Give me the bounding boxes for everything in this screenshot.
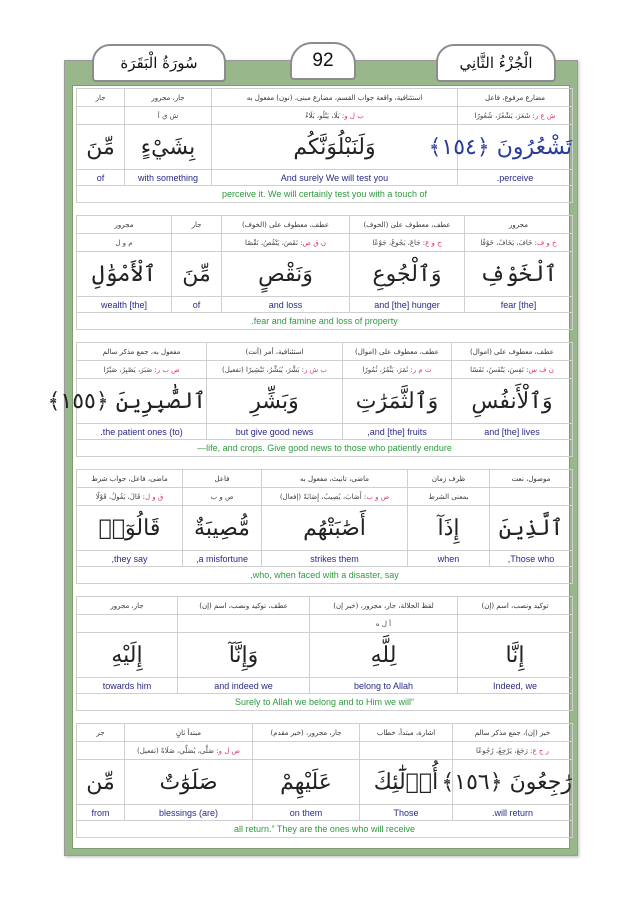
grammar-cell: موصول، نعت [490, 470, 573, 488]
root-cell [458, 107, 573, 125]
translation-text: fear and famine and loss of property. [77, 313, 573, 330]
root-letters: ب ل و [344, 111, 364, 120]
root-letters: ج و ع [425, 238, 442, 247]
grammar-cell: لفظ الجلالة، جار، مجرور، (خبر إن) [310, 597, 458, 615]
grammar-cell: مفعول به، جمع مذکر سالم [77, 343, 207, 361]
grammar-cell: مجرور [465, 216, 573, 234]
root-letters: ث م ر [412, 365, 432, 374]
root-row [77, 615, 573, 633]
root-cell [310, 615, 458, 633]
root-row [77, 488, 573, 506]
root-forms: : بَلَا، يَبْلُو، بَلَاءً [305, 111, 345, 120]
grammar-cell: جر [77, 724, 125, 742]
verse-section [76, 723, 572, 838]
arabic-word: صَلَوَٰتٌ [125, 760, 253, 805]
english-word: Those [360, 805, 453, 821]
grammar-cell: جار [172, 216, 222, 234]
translation-row [77, 821, 573, 838]
arabic-word: لِلَّهِ [310, 633, 458, 678]
english-word: Indeed, we [458, 678, 573, 694]
english-word: from [77, 805, 125, 821]
english-word: (are) blessings [125, 805, 253, 821]
root-forms: : قَالَ، يَقُولُ، قَوْلًا [95, 492, 145, 501]
root-forms: : بَشَّرَ، يُبَشِّرُ، تَبْشِيرًا (تفعيل) [222, 365, 304, 374]
arabic-word: وَإِنَّآ [178, 633, 310, 678]
root-cell [465, 234, 573, 252]
grammar-cell: عطف، معطوف علی (اموال) [343, 343, 452, 361]
grammar-row [77, 597, 573, 615]
root-cell [222, 234, 350, 252]
root-cell [77, 742, 125, 760]
arabic-word: تَشْعُرُونَ ﴿١٥٤﴾ [458, 125, 573, 170]
english-word: but give good news [207, 424, 343, 440]
root-forms: م و ل [115, 238, 133, 247]
english-row [77, 678, 573, 694]
grammar-row [77, 724, 573, 742]
arabic-word: مِّن [77, 760, 125, 805]
arabic-row [77, 379, 573, 424]
arabic-word: وَبَشِّرِ [207, 379, 343, 424]
root-letters: ن ف س [528, 365, 554, 374]
grammar-cell: توكيد ونصب، اسم (إن) [458, 597, 573, 615]
root-cell [490, 488, 573, 506]
grammar-cell: عطف، معطوف علی (الخوف) [350, 216, 465, 234]
arabic-word: وَٱلثَّمَرَٰتِ [343, 379, 452, 424]
root-letters: ق و ل [144, 492, 164, 501]
arabic-word: أُو۟لَٰٓئِكَ [360, 760, 453, 805]
arabic-word: بِشَيْءٍ [125, 125, 212, 170]
root-cell [452, 361, 573, 379]
translation-row [77, 567, 573, 584]
english-word: And surely We will test you [212, 170, 458, 186]
english-word: they say, [77, 551, 183, 567]
page-content [47, 85, 572, 849]
grammar-cell: اشارة، مبتدأ، خطاب [360, 724, 453, 742]
grammar-cell: مجرور [77, 216, 172, 234]
english-word: will return. [453, 805, 573, 821]
arabic-word: عَلَيْهِمْ [253, 760, 360, 805]
root-cell [343, 361, 452, 379]
english-row [77, 297, 573, 313]
translation-text: perceive it. We will certainly test you with a touch of [77, 186, 573, 203]
grammar-cell: عطف، معطوف علی (الخوف) [222, 216, 350, 234]
english-word: a misfortune, [183, 551, 262, 567]
root-cell [212, 107, 458, 125]
translation-row [77, 694, 573, 711]
english-word: and [the] lives [452, 424, 573, 440]
arabic-word: ٱلَّذِينَ [490, 506, 573, 551]
root-cell [262, 488, 408, 506]
verse-section [47, 342, 566, 457]
arabic-word: مِّنَ [77, 125, 125, 170]
root-cell [253, 742, 360, 760]
grammar-cell: جار، مجرور، (خبر مقدم) [253, 724, 360, 742]
root-forms: : أَصَابَ، يُصِيبُ، إِصَابَةً (إفعال) [279, 492, 367, 501]
root-cell [77, 361, 207, 379]
arabic-word: قَالُوٓا۟ [77, 506, 183, 551]
root-cell [77, 234, 172, 252]
english-word: on them [253, 805, 360, 821]
root-cell [77, 488, 183, 506]
page-frame [47, 60, 578, 856]
arabic-word: ٱلْأَمْوَٰلِ [77, 252, 172, 297]
root-cell [172, 234, 222, 252]
english-word: (to) the patient ones. [77, 424, 207, 440]
arabic-word: وَنَقْصٍ [222, 252, 350, 297]
root-forms: : شَعَرَ، يَشْعُرُ، شُعُورًا [474, 111, 535, 120]
root-forms: ص و ب [210, 492, 234, 501]
grammar-cell: ماضی، تانيث، مفعول به [262, 470, 408, 488]
arabic-word: وَلَنَبْلُوَنَّكُم [212, 125, 458, 170]
english-word: strikes them [262, 551, 408, 567]
grammar-cell: عطف، توكيد ونصب، اسم (إن) [178, 597, 310, 615]
grammar-cell: جار، مجرور [125, 89, 212, 107]
grammar-cell: استئنافية، أمر (أنت) [207, 343, 343, 361]
root-cell [207, 361, 343, 379]
english-word: belong to Allah [310, 678, 458, 694]
arabic-word: ٱلْخَوْفِ [465, 252, 573, 297]
english-row [77, 170, 573, 186]
grammar-row [77, 343, 573, 361]
root-cell [125, 107, 212, 125]
root-row [77, 742, 573, 760]
root-forms: : جَاعَ، يَجُوعُ، جَوْعًا [372, 238, 426, 247]
arabic-row [77, 252, 573, 297]
juz-name-cartouche: الْجُزْءُ الثَّانِي [436, 44, 556, 82]
arabic-word: مُّصِيبَةٌ [183, 506, 262, 551]
root-forms: : نَقَصَ، يَنْقُصُ، نَقْصًا [245, 238, 303, 247]
root-letters: ش ع ر [534, 111, 556, 120]
root-forms: : رَجَعَ، يَرْجِعُ، رُجُوعًا [475, 746, 533, 755]
arabic-word: مِّنَ [172, 252, 222, 297]
root-cell [458, 615, 573, 633]
root-forms: : نَفِسَ، يَنْفَسُ، نَفَسًا [470, 365, 529, 374]
root-cell [125, 742, 253, 760]
root-cell [77, 107, 125, 125]
english-word: of [172, 297, 222, 313]
translation-text: who, when faced with a disaster, say, [77, 567, 573, 584]
english-word: and [the] hunger [350, 297, 465, 313]
root-row [77, 107, 573, 125]
translation-row [77, 313, 573, 330]
root-forms: : خَافَ، يَخَافُ، خَوْفًا [480, 238, 537, 247]
grammar-cell: مضارع مرفوع، فاعل [458, 89, 573, 107]
translation-row [77, 440, 573, 457]
arabic-word: إِذَآ [408, 506, 490, 551]
verse-section [76, 88, 572, 203]
root-forms: : صَبَرَ، يَصْبِرُ، صَبْرًا [103, 365, 157, 374]
english-word: perceive. [458, 170, 573, 186]
english-word: of [77, 170, 125, 186]
english-word: [the] wealth [77, 297, 172, 313]
arabic-word: إِنَّا [458, 633, 573, 678]
grammar-row [77, 470, 573, 488]
grammar-cell: ظرف زمان [408, 470, 490, 488]
grammar-cell: جار، مجرور [77, 597, 178, 615]
english-word: and indeed we [178, 678, 310, 694]
surah-name-cartouche: سُورَةُ الْبَقَرَة [92, 44, 226, 82]
root-forms: أ ل ه [375, 619, 392, 628]
root-letters: ن ق ص [302, 238, 326, 247]
root-cell [408, 488, 490, 506]
arabic-row [77, 125, 573, 170]
root-letters: ص ب ر [156, 365, 180, 374]
arabic-row [77, 760, 573, 805]
root-letters: ص ل و [218, 746, 240, 755]
verse-section [76, 215, 566, 330]
root-cell [453, 742, 573, 760]
english-word: towards him [77, 678, 178, 694]
root-letters: خ و ف [536, 238, 557, 247]
root-forms: ش ي أ [157, 111, 179, 120]
english-word: [the] fear [465, 297, 573, 313]
translation-row [77, 186, 573, 203]
english-word: and loss [222, 297, 350, 313]
root-forms: بمعنى الشرط [428, 492, 469, 501]
arabic-word: أَصَٰبَتْهُم [262, 506, 408, 551]
page-number: 92 [290, 42, 356, 80]
english-row [77, 805, 573, 821]
grammar-cell: استئنافية، واقعة جواب القسم، مضارع مبنی، (نون) مفعول به [212, 89, 458, 107]
grammar-cell: جار [77, 89, 125, 107]
root-cell [360, 742, 453, 760]
root-forms: : ثَمَرَ، يَثْمُرُ، ثُمُورًا [362, 365, 413, 374]
english-word: with something [125, 170, 212, 186]
root-cell [77, 615, 178, 633]
root-cell [183, 488, 262, 506]
root-letters: ب ش ر [304, 365, 327, 374]
root-row [77, 361, 573, 379]
english-word: and [the] fruits, [343, 424, 452, 440]
grammar-cell: ماضی، فاعل، جواب شرط [77, 470, 183, 488]
grammar-cell: عطف، معطوف علی (اموال) [452, 343, 573, 361]
english-row [77, 424, 573, 440]
root-forms: : صَلَّى، يُصَلِّي، صَلَاةً (تفعيل) [137, 746, 219, 755]
grammar-cell: فاعل [183, 470, 262, 488]
verse-section [76, 469, 566, 584]
arabic-row [77, 633, 573, 678]
translation-text: “Surely to Allah we belong and to Him we will [77, 694, 573, 711]
root-letters: ر ج ع [532, 746, 549, 755]
grammar-cell: خبر (إن)، جمع مذکر سالم [453, 724, 573, 742]
grammar-row [77, 89, 573, 107]
root-cell [178, 615, 310, 633]
arabic-word: إِلَيْهِ [77, 633, 178, 678]
translation-text: all return.” They are the ones who will receive [77, 821, 573, 838]
translation-text: life, and crops. Give good news to those who patiently endure— [77, 440, 573, 457]
english-row [77, 551, 573, 567]
root-letters: ص و ب [366, 492, 390, 501]
arabic-word: رَٰجِعُونَ ﴿١٥٦﴾ [453, 760, 573, 805]
grammar-row [77, 216, 573, 234]
arabic-word: وَٱلْأَنفُسِ [452, 379, 573, 424]
arabic-word: ٱلصَّٰبِرِينَ ﴿١٥٥﴾ [77, 379, 207, 424]
english-word: when [408, 551, 490, 567]
english-word: Those who, [490, 551, 573, 567]
root-cell [350, 234, 465, 252]
root-row [77, 234, 573, 252]
grammar-cell: مبتدأ ثانٍ [125, 724, 253, 742]
arabic-row [77, 506, 573, 551]
verse-section [76, 596, 566, 711]
arabic-word: وَٱلْجُوعِ [350, 252, 465, 297]
